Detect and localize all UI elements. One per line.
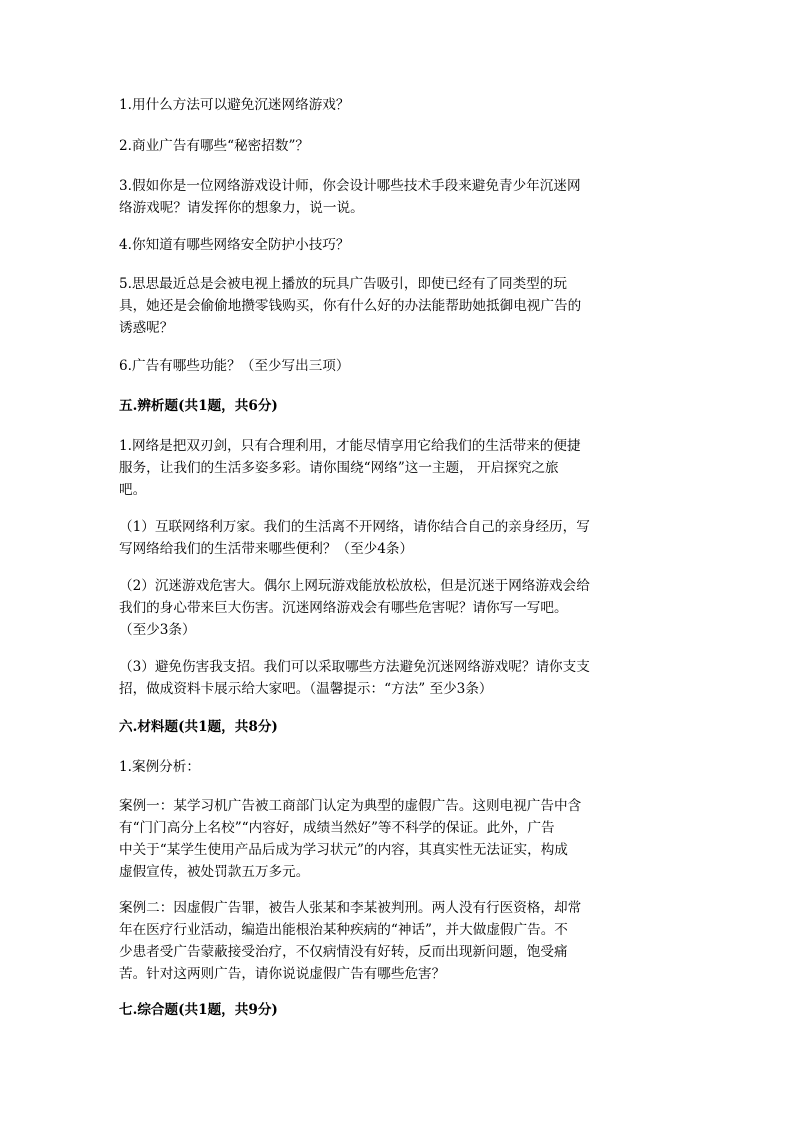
case-line: 有“门门高分上名校”“内容好，成绩当然好”等不科学的保证。此外，广告 (119, 820, 555, 836)
question-2 (119, 135, 671, 157)
case-line: 苦。针对这两则广告，请你说说虚假广告有哪些危害？ (119, 966, 446, 982)
question-line: （3）避免伤害我支招。我们可以采取哪些方法避免沉迷网络游戏呢？请你支支 (119, 659, 590, 675)
section-heading-text: 六.材料题(共1题，共8分) (119, 719, 278, 735)
case-line: 案例二：因虚假广告罪，被告人张某和李某被判刑。两人没有行医资格，却常 (119, 900, 582, 916)
section-6-heading (119, 716, 671, 738)
question-line: 络游戏呢？请发挥你的想象力，说一说。 (119, 200, 364, 216)
section-5-subquestion-1 (119, 516, 671, 560)
section-7-heading (119, 999, 671, 1021)
question-line: 4.你知道有哪些网络安全防护小技巧？ (119, 237, 350, 253)
question-line: （至少3条） (119, 622, 196, 638)
case-line: 虚假宣传，被处罚款五万多元。 (119, 864, 310, 880)
question-line: 诱惑呢？ (119, 320, 174, 336)
case-2 (119, 897, 671, 985)
question-line: 服务，让我们的生活多姿多彩。请你围绕“网络”这一主题， 开启探究之旅 (119, 460, 559, 476)
section-5-subquestion-3 (119, 656, 671, 700)
case-line: 案例一：某学习机广告被工商部门认定为典型的虚假广告。这则电视广告中含 (119, 798, 582, 814)
question-line: 吧。 (119, 482, 147, 498)
question-6 (119, 355, 671, 377)
case-line: 少患者受广告蒙蔽接受治疗，不仅病情没有好转，反而出现新问题，饱受痛 (119, 944, 568, 960)
question-line: （2）沉迷游戏危害大。偶尔上网玩游戏能放松放松，但是沉迷于网络游戏会给 (119, 578, 590, 594)
case-1 (119, 795, 671, 883)
question-line: 我们的身心带来巨大伤害。沉迷网络游戏会有哪些危害呢？请你写一写吧。 (119, 600, 568, 616)
section-6-question-1 (119, 756, 671, 778)
question-4 (119, 234, 671, 256)
section-heading-text: 五.辨析题(共1题，共6分) (119, 398, 278, 414)
question-5 (119, 273, 671, 339)
section-5-subquestion-2 (119, 575, 671, 641)
question-line: 1.用什么方法可以避免沉迷网络游戏？ (119, 97, 350, 113)
question-line: 6.广告有哪些功能？（至少写出三项） (119, 358, 350, 374)
question-line: （1）互联网络利万家。我们的生活离不开网络，请你结合自己的亲身经历，写 (119, 519, 590, 535)
case-line: 年在医疗行业活动，编造出能根治某种疾病的“神话”，并大做虚假广告。不 (119, 922, 568, 938)
question-line: 5.思思最近总是会被电视上播放的玩具广告吸引，即使已经有了同类型的玩 (119, 276, 567, 292)
question-line: 1.网络是把双刃剑，只有合理利用，才能尽情享用它给我们的生活带来的便捷 (119, 438, 581, 454)
question-line: 2.商业广告有哪些“秘密招数”？ (119, 138, 309, 154)
question-line: 3.假如你是一位网络游戏设计师，你会设计哪些技术手段来避免青少年沉迷网 (119, 178, 581, 194)
question-line: 具，她还是会偷偷地攒零钱购买，你有什么好的办法能帮助她抵御电视广告的 (119, 298, 582, 314)
section-5-heading (119, 395, 671, 417)
section-heading-text: 七.综合题(共1题，共9分) (119, 1002, 278, 1018)
question-line: 招，做成资料卡展示给大家吧。（温馨提示：“方法” 至少3条） (119, 681, 493, 697)
question-1 (119, 94, 671, 116)
section-5-question-1 (119, 435, 671, 501)
case-line: 中关于“某学生使用产品后成为学习状元”的内容，其真实性无法证实，构成 (119, 842, 568, 858)
question-3 (119, 175, 671, 219)
question-line: 写网络给我们的生活带来哪些便利？（至少4条） (119, 541, 414, 557)
question-line: 1.案例分析： (119, 759, 200, 775)
